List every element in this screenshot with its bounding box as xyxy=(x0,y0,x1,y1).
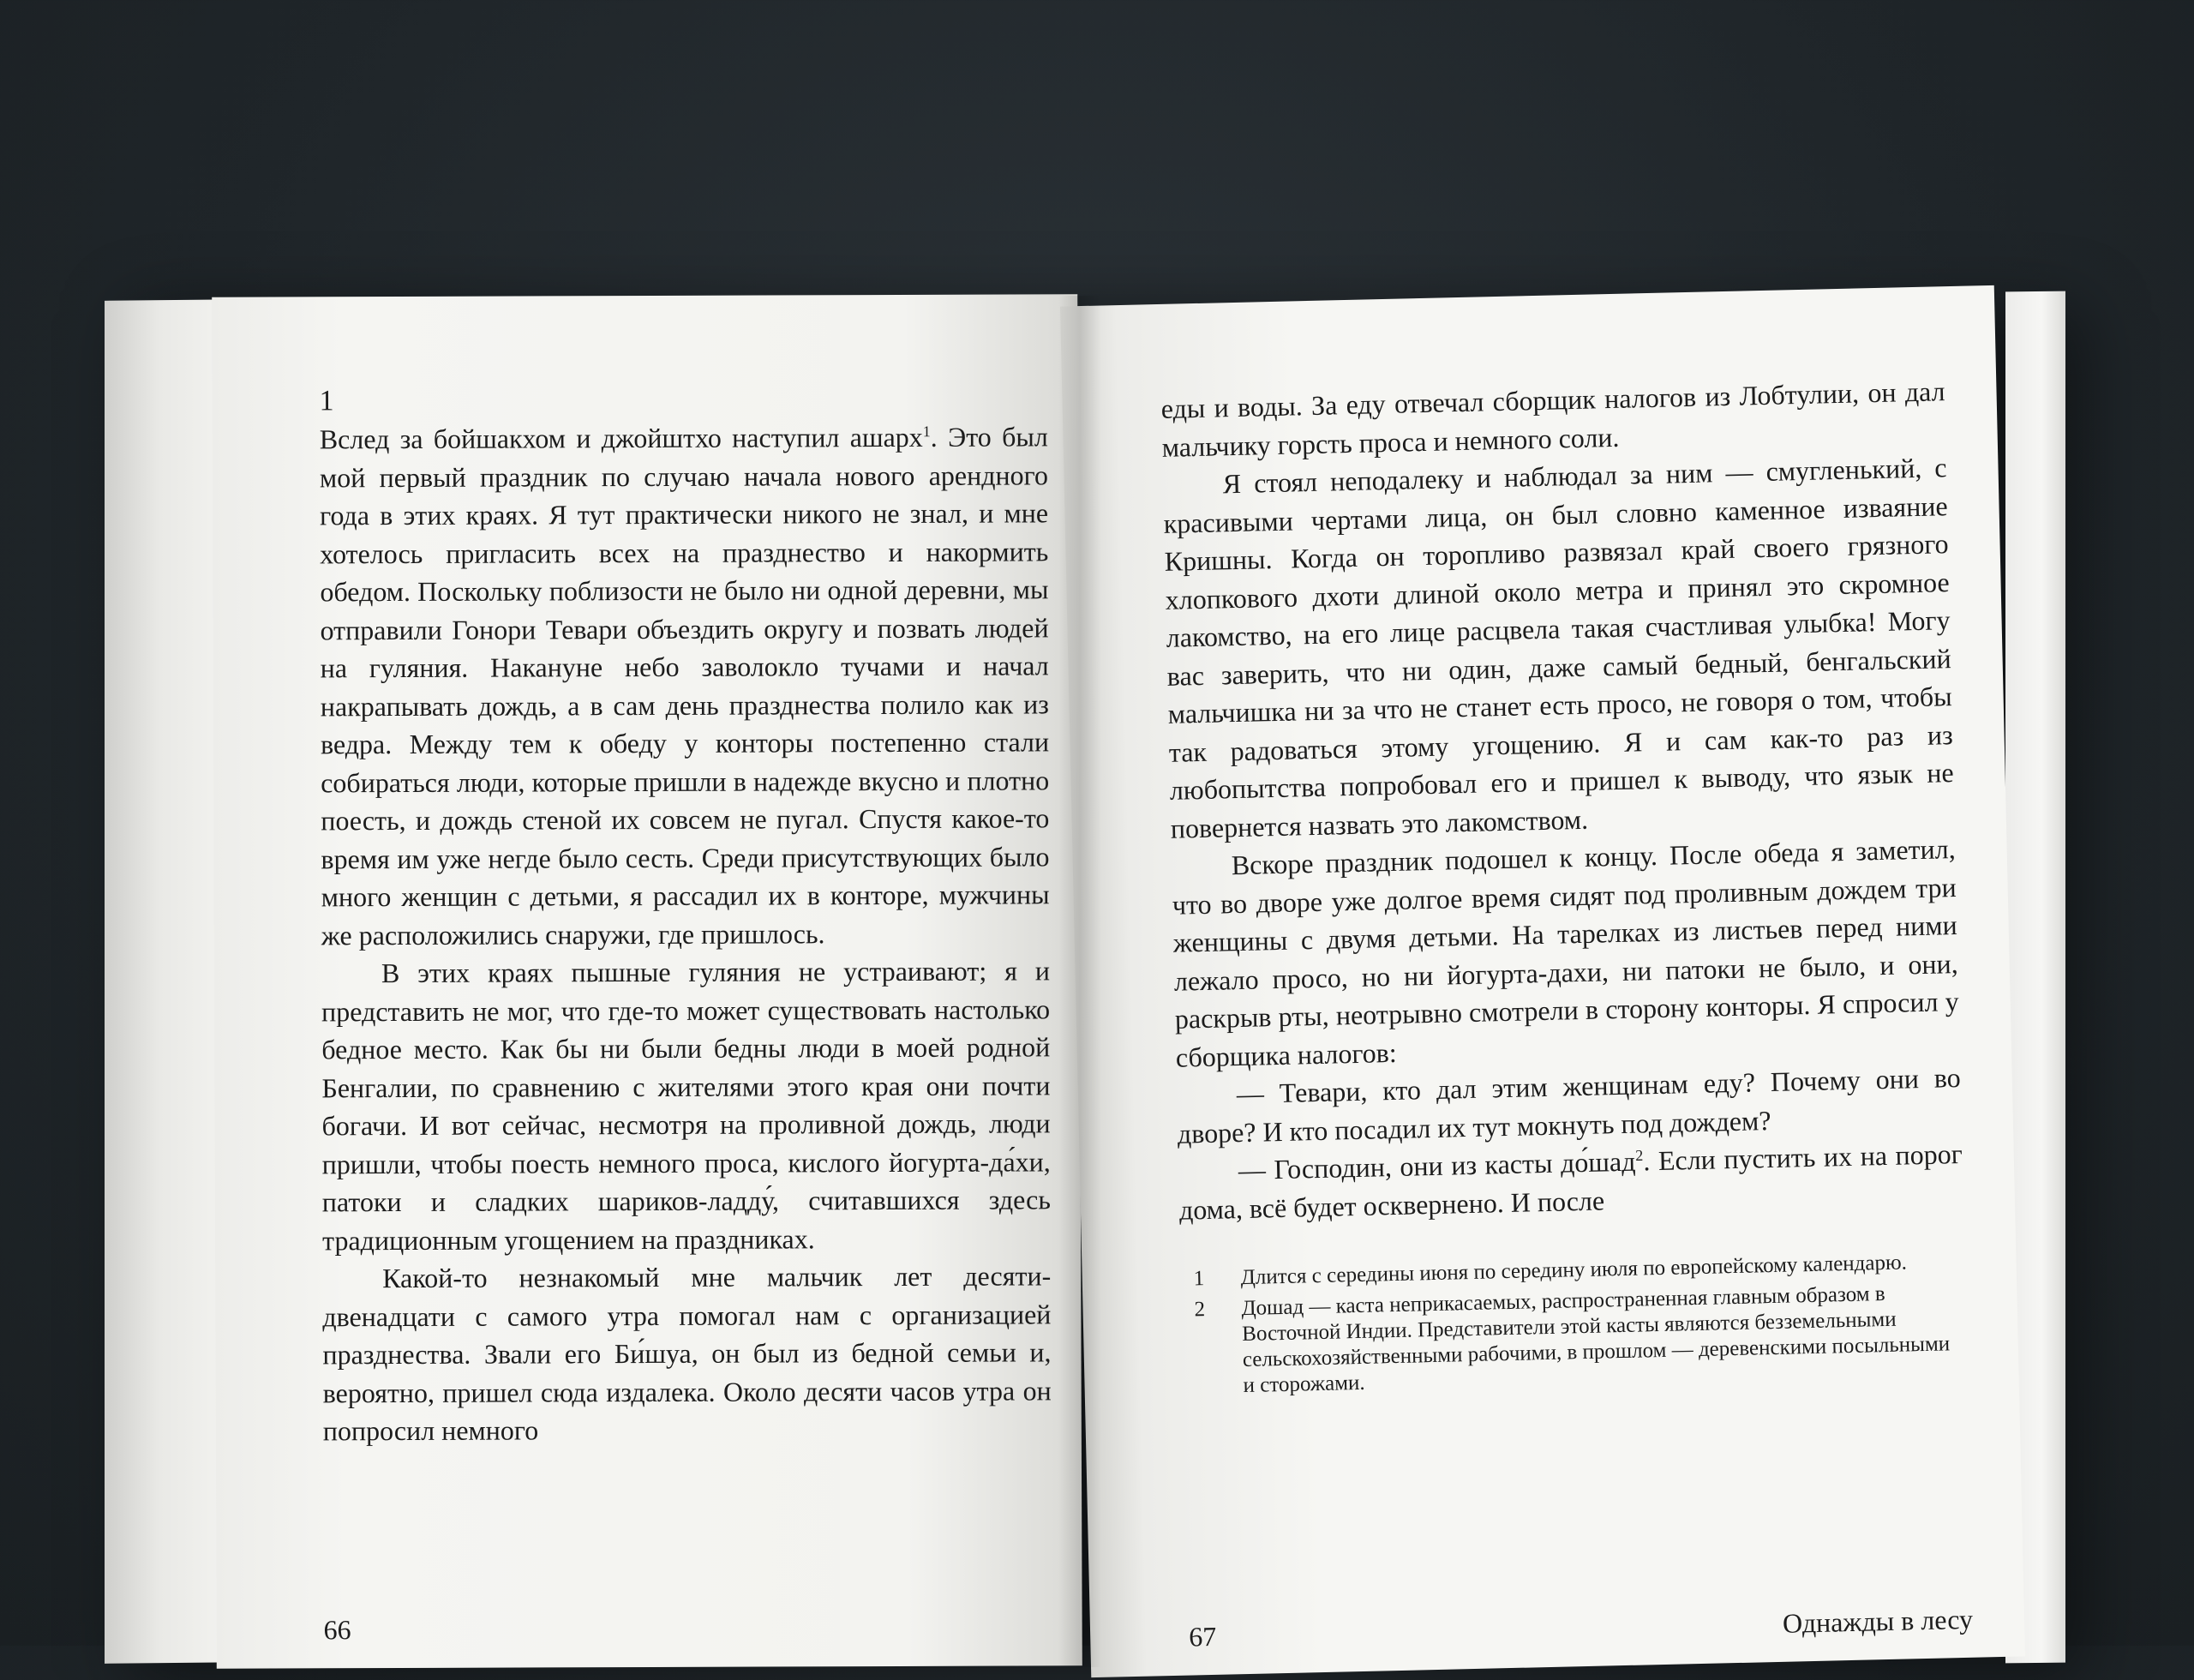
footnote-ref: 1 xyxy=(922,423,931,441)
footnote-number: 1 xyxy=(1193,1267,1205,1291)
right-page xyxy=(1060,285,2025,1677)
paragraph: еды и воды. За еду отвечал сборщик налогов из Лобтулии, он дал мальчику горсть проса и немного соли. xyxy=(1160,375,1945,463)
page-number: 66 xyxy=(323,1614,351,1646)
page-number: 67 xyxy=(1188,1620,1217,1653)
footnote-ref: 2 xyxy=(1635,1146,1644,1164)
footnote-number: 2 xyxy=(1194,1298,1206,1322)
left-page xyxy=(212,294,1082,1669)
paragraph xyxy=(320,417,1050,954)
footnote xyxy=(1181,1280,1967,1401)
paragraph-text: — Господин, они из касты до́шад xyxy=(1238,1145,1636,1186)
paragraph: Вскоре праздник подошел к концу. После обеда я заметил, что во дворе уже долгое время сидят под проливным дождем три женщины с двумя детьми. На тарелках из листьев перед ними лежало просо, но ни йогурта-дахи, ни патоки не было, и они, раскрыв рты, неотрывно смотрели в сторону конторы. Я спросил у сборщика налогов: xyxy=(1172,833,1960,1073)
running-head: Однажды в лесу xyxy=(1782,1603,1974,1639)
paragraph: Какой-то незнакомый мне мальчик лет десяти-двенадцати с самого утра помогал нам с организацией празднества. Звали его Би́шуа, он был из бедной семьи и, вероятно, пришел сюда издалека. Около десяти часов утра он попросил немного xyxy=(322,1260,1052,1447)
footnote-text: Дошад — каста неприкасаемых, распространенная главным образом в Восточной Индии. Представители этой касты являются безземельными сельскохозяйственными рабочими, в прошлом — деревенскими посыльными и сторожами. xyxy=(1241,1282,1951,1398)
paragraph: Я стоял неподалеку и наблюдал за ним — смугленький, с красивыми чертами лица, он был словно каменное изваяние Кришны. Когда он торопливо развязал край своего грязного хлопкового дхоти длиной около метра и принял это скромное лакомство, на его лице расцвела такая счастливая улыбка! Могу вас заверить, что ни один, даже самый бедный, бенгальский мальчишка ни за что не станет есть просо, не говоря о том, чтобы так радоваться этому угощению. Я и сам как-то раз из любопытства попробовал его и пришел к выводу, что язык не повернется назвать это лакомством. xyxy=(1163,452,1954,844)
chapter-number: 1 xyxy=(319,385,334,417)
footnote-text: Длится с середины июня по середину июля по европейскому календарю. xyxy=(1240,1251,1908,1290)
footnotes xyxy=(1180,1249,1967,1401)
paragraph-text: . Это был мой первый праздник по случаю начала нового арендного года в этих краях. Я тут практически никого не знал, и мне хотелось пригласить всех на празднество и накормить обедом. Поскольку поблизости не было ни одной деревни, мы отправили Гонори Тевари объездить округу и позвать людей на гуляния. Накануне небо заволокло тучами и начал накрапывать дождь, а в сам день празднества полило как из ведра. Между тем к обеду у конторы постепенно стали собираться люди, которые пришли в надежде вкусно и плотно поесть, и дождь стеной их совсем не пугал. Спустя какое-то время им уже негде было сесть. Среди присутствующих было много женщин с детьми, я рассадил их в конторе, мужчины же расположились снаружи, где пришлось. xyxy=(319,421,1050,951)
dialog-line: — Тевари, кто дал этим женщинам еду? Почему они во дворе? И кто посадил их тут мокнуть под дождем? xyxy=(1177,1061,1962,1149)
paragraph-text: . Если пустить их на порог дома, всё будет осквернено. И после xyxy=(1178,1137,1963,1226)
paragraph: В этих краях пышные гуляния не устраивают; я и представить не мог, что где-то может существовать настолько бедное место. Как бы ни были бедны люди в моей родной Бенгалии, по сравнению с жителями этого края они почти богачи. И вот сейчас, несмотря на проливной дождь, люди пришли, чтобы поесть немного проса, кислого йогурта-да́хи, патоки и сладких шариков-ладду́, считавшихся здесь традиционным угощением на праздниках. xyxy=(321,955,1051,1256)
paragraph-text: Вслед за бойшакхом и джойштхо наступил ашарх xyxy=(319,421,923,455)
